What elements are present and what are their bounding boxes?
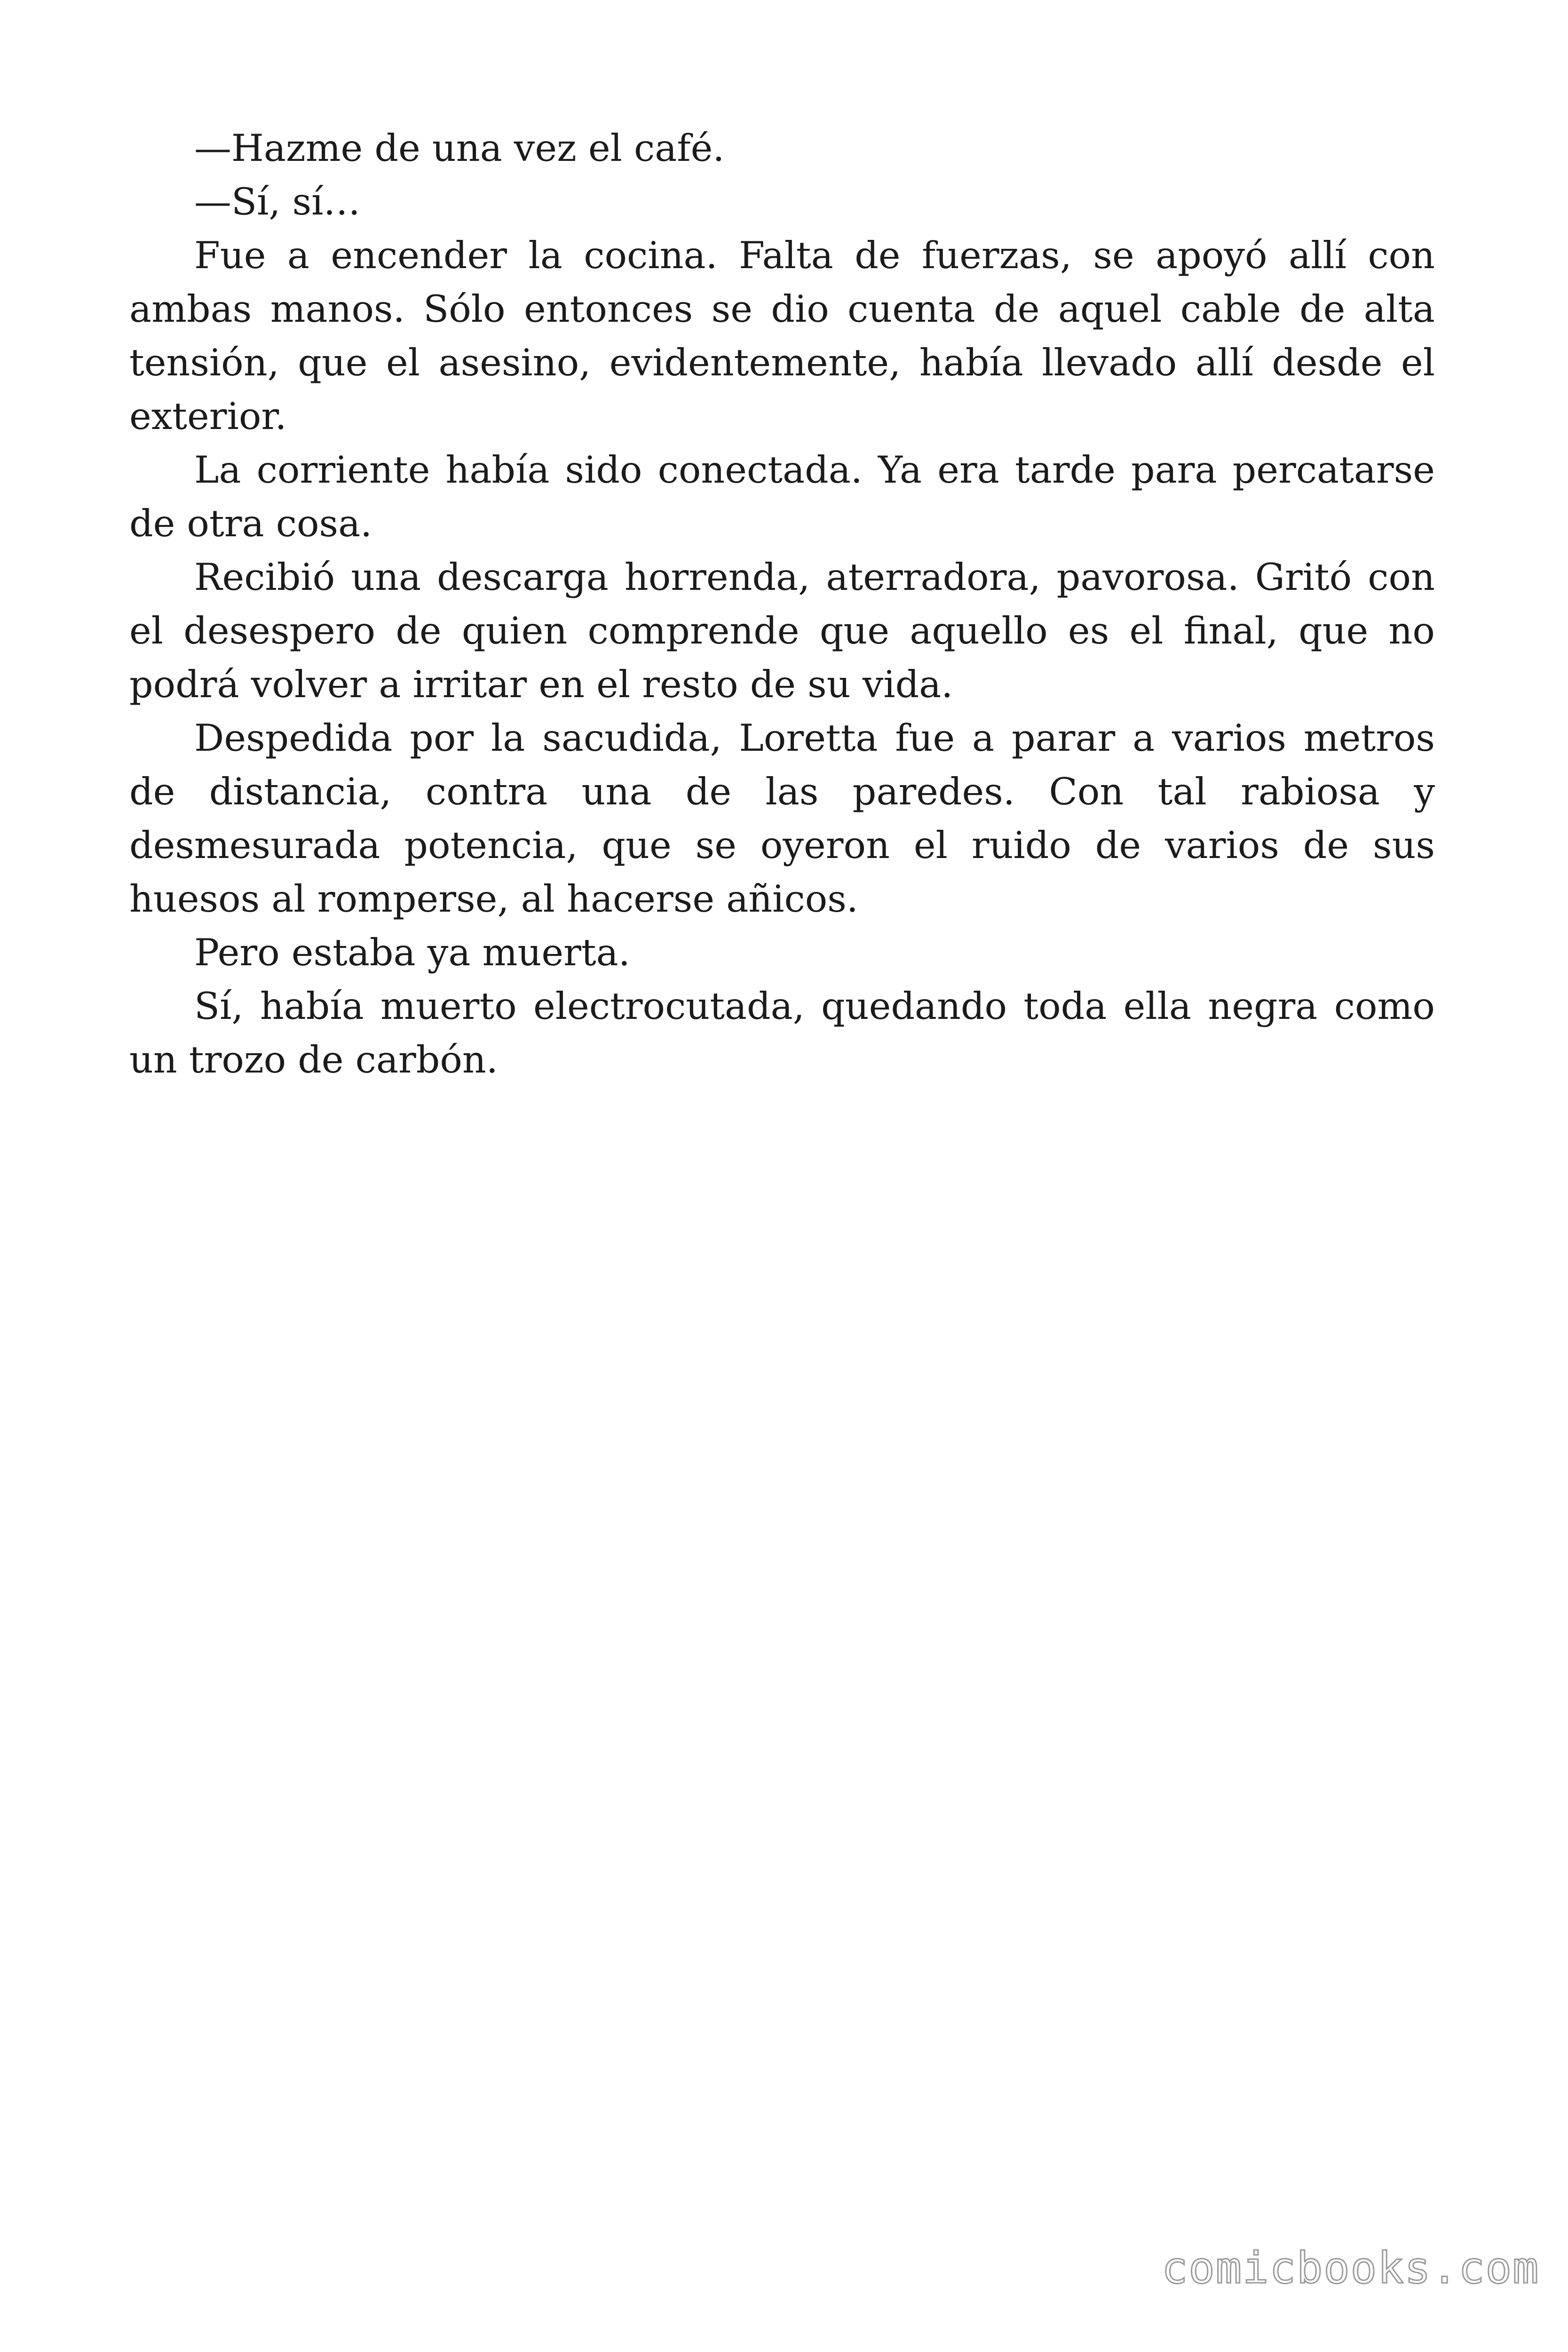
paragraph-5: Recibió una descarga horrenda, aterradora, pavorosa. Gritó con el desespero de quien comprende que aquello es el final, que no podrá volver a irritar en el resto de su vida. bbox=[129, 556, 1435, 706]
paragraph-8: Sí, había muerto electrocutada, quedando toda ella negra como un trozo de carbón. bbox=[129, 985, 1435, 1081]
paragraph-1: —Hazme de una vez el café. bbox=[194, 127, 725, 170]
watermark-text: comicbooks.com bbox=[1162, 2243, 1540, 2293]
paragraph-6: Despedida por la sacudida, Loretta fue a parar a varios metros de distancia, contra una de las paredes. Con tal rabiosa y desmesurada potencia, que se oyeron el ruido de varios de sus huesos al romperse, al hacerse añicos. bbox=[129, 716, 1435, 921]
paragraph-3: Fue a encender la cocina. Falta de fuerzas, se apoyó allí con ambas manos. Sólo entonces se dio cuenta de aquel cable de alta tensión, que el asesino, evidentemente, había llevado allí desde el exterior. bbox=[129, 234, 1435, 438]
paragraph-4: La corriente había sido conectada. Ya era tarde para percatarse de otra cosa. bbox=[129, 448, 1435, 545]
paragraph-2: —Sí, sí… bbox=[194, 180, 361, 223]
body-text bbox=[129, 121, 1435, 1087]
paragraph-7: Pero estaba ya muerta. bbox=[194, 931, 630, 974]
